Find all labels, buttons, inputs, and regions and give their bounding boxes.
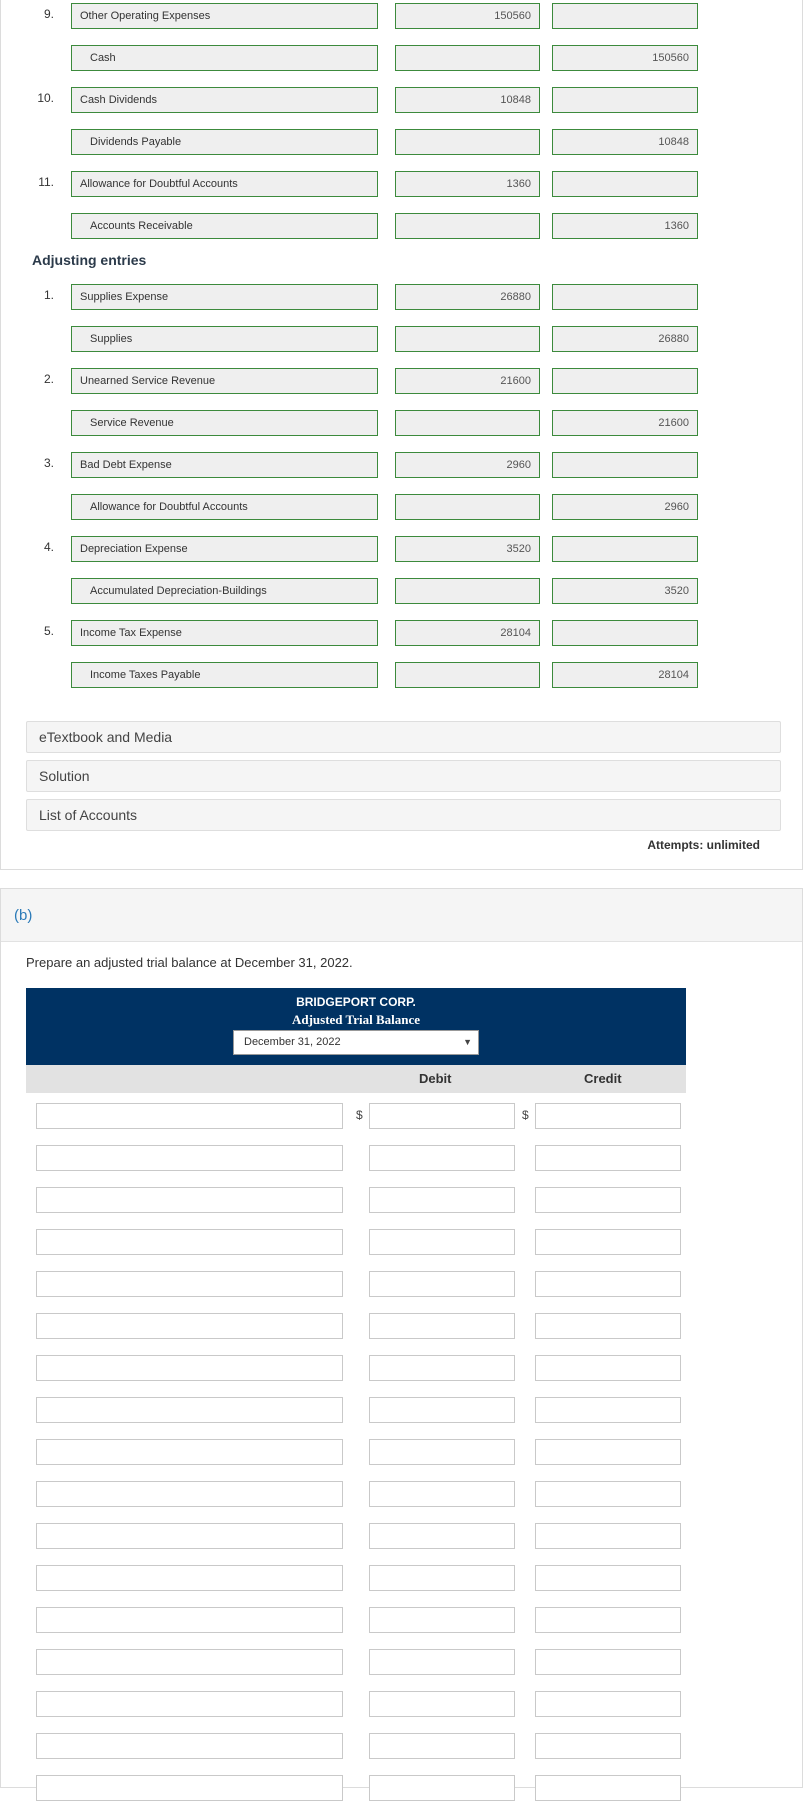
debit-input[interactable]	[369, 1691, 515, 1717]
trial-balance-column-headers	[26, 1065, 686, 1093]
list-of-accounts-accordion[interactable]: List of Accounts	[26, 799, 781, 831]
entry-number: 9.	[43, 7, 54, 21]
account-input[interactable]	[36, 1523, 343, 1549]
account-input[interactable]	[36, 1649, 343, 1675]
entry-number: 3.	[43, 456, 54, 470]
account-input[interactable]	[36, 1313, 343, 1339]
attempts-label: Attempts:	[647, 838, 704, 852]
credit-input[interactable]	[535, 1607, 681, 1633]
account-field[interactable]: Cash Dividends	[71, 87, 378, 113]
part-b-instruction: Prepare an adjusted trial balance at December 31, 2022.	[26, 955, 353, 970]
debit-field[interactable]	[395, 129, 540, 155]
account-field[interactable]: Service Revenue	[71, 410, 378, 436]
trial-balance-header	[26, 988, 686, 1065]
credit-field[interactable]	[552, 3, 698, 29]
account-field[interactable]: Supplies Expense	[71, 284, 378, 310]
date-select-value: December 31, 2022	[244, 1036, 341, 1048]
adjusting-entries-heading: Adjusting entries	[32, 252, 147, 268]
company-name: BRIDGEPORT CORP.	[296, 995, 416, 1009]
debit-column-header: Debit	[419, 1071, 452, 1086]
debit-input[interactable]	[369, 1481, 515, 1507]
debit-input[interactable]	[369, 1313, 515, 1339]
trial-balance-row	[1, 1187, 802, 1213]
journal-row	[1, 326, 804, 352]
debit-input[interactable]	[369, 1775, 515, 1801]
debit-field[interactable]	[395, 45, 540, 71]
credit-field[interactable]: 26880	[552, 326, 698, 352]
account-input[interactable]	[36, 1271, 343, 1297]
journal-row	[1, 87, 804, 113]
credit-dollar-sign: $	[522, 1108, 529, 1122]
trial-balance-row	[1, 1607, 802, 1633]
account-field[interactable]: Accumulated Depreciation-Buildings	[71, 578, 378, 604]
account-field[interactable]: Allowance for Doubtful Accounts	[71, 494, 378, 520]
credit-input[interactable]	[535, 1439, 681, 1465]
debit-field[interactable]: 1360	[395, 171, 540, 197]
debit-field[interactable]	[395, 578, 540, 604]
account-field[interactable]: Unearned Service Revenue	[71, 368, 378, 394]
trial-balance-row	[1, 1523, 802, 1549]
account-input[interactable]	[36, 1229, 343, 1255]
trial-balance-row	[1, 1145, 802, 1171]
debit-input[interactable]	[369, 1397, 515, 1423]
credit-input[interactable]	[535, 1481, 681, 1507]
trial-balance-row	[1, 1565, 802, 1591]
account-input[interactable]	[36, 1775, 343, 1801]
journal-row	[1, 410, 804, 436]
account-input[interactable]	[36, 1145, 343, 1171]
credit-input[interactable]	[535, 1523, 681, 1549]
account-field[interactable]: Accounts Receivable	[71, 213, 378, 239]
entry-number: 11.	[38, 175, 54, 189]
debit-input[interactable]	[369, 1439, 515, 1465]
journal-row	[1, 536, 804, 562]
entry-number: 10.	[37, 91, 54, 105]
account-input[interactable]	[36, 1397, 343, 1423]
part-b-label: (b)	[14, 907, 33, 924]
debit-input[interactable]	[369, 1523, 515, 1549]
credit-field[interactable]	[552, 368, 698, 394]
credit-input[interactable]	[535, 1187, 681, 1213]
date-select[interactable]	[233, 1030, 479, 1055]
part-b-panel	[0, 888, 803, 1788]
journal-row	[1, 45, 804, 71]
credit-field[interactable]	[552, 171, 698, 197]
account-field[interactable]: Cash	[71, 45, 378, 71]
credit-input[interactable]	[535, 1649, 681, 1675]
debit-input[interactable]	[369, 1649, 515, 1675]
account-field[interactable]: Bad Debt Expense	[71, 452, 378, 478]
credit-input[interactable]	[535, 1397, 681, 1423]
caret-down-icon: ▼	[463, 1037, 472, 1047]
trial-balance-row	[1, 1733, 802, 1759]
journal-row	[1, 129, 804, 155]
debit-field[interactable]	[395, 213, 540, 239]
trial-balance-row	[1, 1649, 802, 1675]
solution-accordion[interactable]: Solution	[26, 760, 781, 792]
account-field[interactable]: Income Tax Expense	[71, 620, 378, 646]
debit-input[interactable]	[369, 1355, 515, 1381]
account-field[interactable]: Other Operating Expenses	[71, 3, 378, 29]
credit-input[interactable]	[535, 1229, 681, 1255]
account-input[interactable]	[36, 1355, 343, 1381]
trial-balance-row	[1, 1229, 802, 1255]
account-input[interactable]	[36, 1565, 343, 1591]
trial-balance-row	[1, 1775, 802, 1801]
credit-field[interactable]	[552, 284, 698, 310]
statement-title: Adjusted Trial Balance	[291, 1012, 421, 1027]
account-field[interactable]: Dividends Payable	[71, 129, 378, 155]
journal-row	[1, 578, 804, 604]
journal-row	[1, 213, 804, 239]
credit-input[interactable]	[535, 1355, 681, 1381]
credit-field[interactable]	[552, 620, 698, 646]
debit-field[interactable]: 10848	[395, 87, 540, 113]
debit-field[interactable]: 26880	[395, 284, 540, 310]
debit-field[interactable]: 2960	[395, 452, 540, 478]
trial-balance-row	[1, 1271, 802, 1297]
journal-row	[1, 494, 804, 520]
credit-input[interactable]	[535, 1313, 681, 1339]
account-input[interactable]	[36, 1607, 343, 1633]
journal-row	[1, 3, 804, 29]
entry-number: 2.	[43, 372, 54, 386]
credit-input[interactable]	[535, 1691, 681, 1717]
journal-row	[1, 368, 804, 394]
debit-field[interactable]	[395, 494, 540, 520]
trial-balance-row	[1, 1481, 802, 1507]
credit-field[interactable]	[552, 536, 698, 562]
credit-input[interactable]	[535, 1271, 681, 1297]
debit-field[interactable]	[395, 662, 540, 688]
trial-balance-row	[1, 1397, 802, 1423]
trial-balance-row	[1, 1691, 802, 1717]
trial-balance-row	[1, 1103, 802, 1129]
debit-field[interactable]: 28104	[395, 620, 540, 646]
credit-field[interactable]	[552, 452, 698, 478]
credit-input[interactable]	[535, 1145, 681, 1171]
journal-row	[1, 620, 804, 646]
entry-number: 5.	[43, 624, 54, 638]
credit-field[interactable]: 28104	[552, 662, 698, 688]
journal-row	[1, 284, 804, 310]
debit-field[interactable]: 150560	[395, 3, 540, 29]
credit-input[interactable]	[535, 1733, 681, 1759]
debit-input[interactable]	[369, 1187, 515, 1213]
credit-field[interactable]: 2960	[552, 494, 698, 520]
credit-input[interactable]	[535, 1775, 681, 1801]
debit-input[interactable]	[369, 1565, 515, 1591]
entry-number: 1.	[43, 288, 54, 302]
account-field[interactable]: Depreciation Expense	[71, 536, 378, 562]
debit-field[interactable]	[395, 410, 540, 436]
part-b-header	[1, 889, 802, 942]
credit-input[interactable]	[535, 1103, 681, 1129]
account-input[interactable]	[36, 1691, 343, 1717]
debit-input[interactable]	[369, 1271, 515, 1297]
debit-field[interactable]: 21600	[395, 368, 540, 394]
attempts-value: unlimited	[706, 838, 760, 852]
account-input[interactable]	[36, 1187, 343, 1213]
trial-balance-row	[1, 1313, 802, 1339]
account-input[interactable]	[36, 1103, 343, 1129]
credit-column-header: Credit	[584, 1071, 622, 1086]
debit-input[interactable]	[369, 1103, 515, 1129]
debit-input[interactable]	[369, 1607, 515, 1633]
credit-field[interactable]	[552, 87, 698, 113]
journal-row	[1, 452, 804, 478]
attempts-indicator	[647, 838, 760, 852]
part-a-panel	[0, 0, 803, 870]
credit-input[interactable]	[535, 1565, 681, 1591]
account-input[interactable]	[36, 1439, 343, 1465]
debit-field[interactable]	[395, 326, 540, 352]
account-field[interactable]: Income Taxes Payable	[71, 662, 378, 688]
journal-row	[1, 171, 804, 197]
trial-balance-row	[1, 1355, 802, 1381]
journal-row	[1, 662, 804, 688]
debit-dollar-sign: $	[356, 1108, 363, 1122]
account-field[interactable]: Supplies	[71, 326, 378, 352]
entry-number: 4.	[43, 540, 54, 554]
credit-field[interactable]: 1360	[552, 213, 698, 239]
credit-field[interactable]: 21600	[552, 410, 698, 436]
etextbook-accordion[interactable]: eTextbook and Media	[26, 721, 781, 753]
debit-input[interactable]	[369, 1733, 515, 1759]
account-input[interactable]	[36, 1481, 343, 1507]
debit-field[interactable]: 3520	[395, 536, 540, 562]
account-input[interactable]	[36, 1733, 343, 1759]
trial-balance-row	[1, 1439, 802, 1465]
credit-field[interactable]: 150560	[552, 45, 698, 71]
credit-field[interactable]: 10848	[552, 129, 698, 155]
debit-input[interactable]	[369, 1229, 515, 1255]
debit-input[interactable]	[369, 1145, 515, 1171]
account-field[interactable]: Allowance for Doubtful Accounts	[71, 171, 378, 197]
credit-field[interactable]: 3520	[552, 578, 698, 604]
